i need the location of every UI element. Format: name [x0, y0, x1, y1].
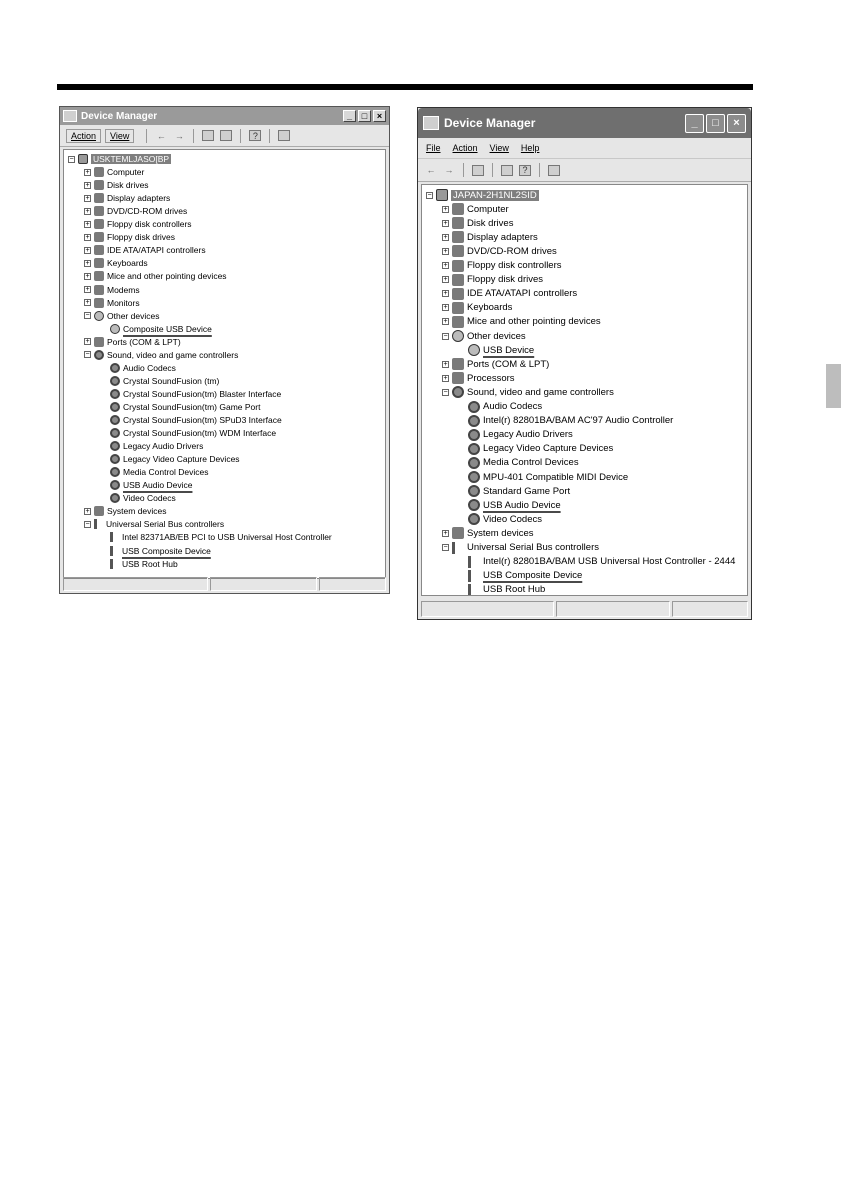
tree-item[interactable] [100, 362, 176, 374]
expand-toggle-icon[interactable]: + [85, 338, 90, 346]
expand-toggle-icon[interactable]: + [85, 507, 90, 515]
sound-icon [468, 499, 480, 511]
expand-toggle-icon[interactable]: + [443, 219, 448, 227]
tree-item-label: Intel(r) 82801BA/BAM USB Universal Host Controller - 2444 [483, 556, 736, 568]
tree-spacer [458, 403, 465, 410]
tree-item[interactable] [100, 453, 240, 465]
toolbar-separator [463, 163, 464, 177]
expand-toggle-icon[interactable]: + [85, 286, 90, 293]
tree-item[interactable] [84, 231, 175, 243]
tree-item-label: Universal Serial Bus controllers [467, 542, 599, 553]
status-bar [63, 577, 386, 591]
tree-item[interactable] [100, 466, 209, 478]
sound-icon [468, 429, 480, 441]
sound-icon [468, 471, 480, 483]
collapse-toggle-icon[interactable]: − [85, 312, 90, 320]
sound-icon [110, 441, 120, 451]
tree-spacer [100, 364, 107, 371]
monitor-icon [94, 298, 104, 308]
tree-item[interactable] [100, 427, 276, 439]
tree-item[interactable] [442, 526, 534, 540]
tree-item-label: Other devices [107, 310, 160, 321]
tree-item-label: Crystal SoundFusion(tm) SPuD3 Interface [123, 415, 282, 425]
sound-icon [468, 443, 480, 455]
mouse-icon [452, 316, 464, 328]
device-manager-window-xp [417, 107, 752, 620]
tree-item-label: Media Control Devices [123, 467, 209, 478]
tree-item[interactable] [84, 205, 187, 217]
tree-item[interactable] [442, 357, 549, 371]
tree-item[interactable] [458, 484, 570, 498]
tree-item-label: Floppy disk controllers [107, 219, 192, 230]
expand-toggle-icon[interactable]: + [443, 374, 448, 382]
tree-spacer [458, 445, 465, 452]
expand-toggle-icon[interactable]: + [443, 529, 448, 537]
tree-item[interactable] [84, 192, 170, 204]
tree-spacer [458, 417, 465, 424]
help-icon[interactable]: ? [519, 165, 531, 176]
tree-item-label: Keyboards [467, 302, 513, 314]
expand-toggle-icon[interactable]: + [443, 304, 448, 312]
tree-item[interactable] [100, 440, 203, 452]
toolbar-separator [269, 129, 270, 143]
tree-root-label: JAPAN-2H1NL2SID [453, 189, 537, 201]
sound-icon [110, 376, 120, 386]
tree-spacer [100, 469, 107, 476]
expand-toggle-icon[interactable]: + [85, 194, 90, 202]
tree-item-label: Video Codecs [483, 513, 542, 525]
sound-icon [468, 415, 480, 427]
collapse-toggle-icon[interactable]: − [427, 191, 432, 199]
tree-spacer [100, 390, 107, 397]
tree-item[interactable] [458, 583, 545, 596]
title-bar[interactable] [418, 108, 751, 138]
sound-icon [110, 402, 120, 412]
ide-controller-icon [452, 288, 464, 300]
status-cell [210, 577, 317, 591]
menu-file[interactable]: File [426, 143, 441, 153]
display-adapter-icon [452, 231, 464, 243]
minimize-button[interactable]: _ [685, 114, 704, 133]
tree-spacer [100, 377, 107, 384]
keyboard-icon [452, 302, 464, 314]
tree-item[interactable] [442, 385, 614, 399]
computer-icon [94, 167, 104, 177]
tree-item[interactable] [442, 273, 543, 287]
device-tree[interactable] [421, 184, 748, 596]
tree-root[interactable] [426, 188, 539, 202]
menu-bar [418, 138, 751, 158]
tree-item-label: Computer [107, 167, 145, 178]
unknown-device-icon [468, 344, 480, 356]
expand-toggle-icon[interactable]: + [85, 233, 90, 241]
expand-toggle-icon[interactable]: + [85, 259, 90, 267]
expand-toggle-icon[interactable]: + [443, 205, 448, 213]
forward-arrow-icon[interactable]: → [174, 130, 184, 141]
expand-toggle-icon[interactable]: + [443, 290, 448, 298]
tree-item[interactable] [458, 414, 673, 428]
tree-spacer [100, 403, 107, 410]
tree-item-label: Audio Codecs [483, 401, 543, 412]
tree-spacer [100, 325, 107, 332]
side-tab [826, 364, 841, 408]
sound-icon [110, 363, 120, 373]
computer-icon [436, 189, 448, 201]
tree-spacer [458, 431, 465, 438]
tree-item-label: Crystal SoundFusion(tm) WDM Interface [123, 428, 277, 439]
device-tree[interactable] [63, 149, 386, 579]
floppy-drive-icon [94, 232, 104, 242]
processor-icon [452, 372, 464, 384]
tree-item[interactable] [84, 179, 149, 191]
help-icon[interactable]: ? [249, 130, 261, 141]
collapse-toggle-icon[interactable]: − [443, 544, 448, 551]
tree-item-label: USB Root Hub [122, 558, 178, 569]
sound-icon [452, 386, 464, 398]
expand-toggle-icon[interactable]: + [443, 233, 448, 241]
status-cell [672, 601, 748, 617]
tree-item-label: System devices [107, 506, 167, 517]
floppy-controller-icon [452, 260, 464, 272]
expand-toggle-icon[interactable]: + [85, 168, 90, 176]
tree-item[interactable] [458, 343, 534, 357]
maximize-button[interactable]: □ [706, 114, 725, 133]
tree-item[interactable] [442, 541, 599, 555]
tree-item-label: Floppy disk controllers [467, 260, 562, 271]
tree-item-label: USB Audio Device [123, 480, 193, 491]
tree-item[interactable] [84, 336, 181, 348]
tree-item-label: Other devices [467, 330, 526, 342]
usb-icon [110, 532, 119, 542]
expand-toggle-icon[interactable]: + [443, 360, 448, 368]
tree-item-label: DVD/CD-ROM drives [107, 206, 188, 217]
sound-icon [110, 389, 120, 399]
expand-toggle-icon[interactable]: + [85, 272, 90, 280]
tree-item-label: Modems [107, 284, 140, 295]
tree-item-label: Sound, video and game controllers [107, 349, 239, 360]
sound-icon [110, 415, 120, 425]
tree-item[interactable] [458, 400, 542, 414]
tree-item[interactable] [458, 498, 561, 512]
port-icon [94, 337, 104, 347]
display-adapter-icon [94, 193, 104, 203]
expand-toggle-icon[interactable]: + [443, 262, 448, 269]
ide-controller-icon [94, 245, 104, 255]
tree-item[interactable] [442, 329, 526, 343]
tree-item-label: Processors [467, 372, 515, 384]
menu-action[interactable]: Action [452, 143, 478, 153]
sound-icon [110, 428, 120, 438]
sound-icon [468, 485, 480, 497]
port-icon [452, 358, 464, 370]
tree-item[interactable] [458, 569, 582, 583]
sound-icon [110, 467, 120, 477]
tree-item[interactable] [84, 518, 224, 530]
scan-hardware-icon[interactable] [278, 130, 290, 141]
expand-toggle-icon[interactable]: + [85, 220, 90, 228]
sound-icon [468, 457, 480, 469]
tree-root-label: USKTEMLJASO[BP [93, 154, 170, 164]
tree-item-label: Crystal SoundFusion(tm) Blaster Interface [123, 388, 282, 399]
tree-item-label: DVD/CD-ROM drives [467, 245, 557, 257]
tree-item[interactable] [84, 284, 140, 296]
expand-toggle-icon[interactable]: + [85, 246, 90, 254]
tree-spacer [458, 347, 465, 354]
tree-spacer [458, 502, 465, 509]
tree-item-label: Legacy Video Capture Devices [483, 443, 614, 455]
computer-icon [452, 203, 464, 215]
tree-item[interactable] [442, 230, 538, 244]
sound-icon [110, 493, 120, 503]
forward-arrow-icon[interactable]: → [444, 165, 454, 175]
tree-item-label: IDE ATA/ATAPI controllers [107, 245, 206, 256]
usb-icon [110, 546, 119, 556]
usb-icon [468, 556, 480, 568]
collapse-toggle-icon[interactable]: − [85, 351, 90, 359]
toolbar-separator [240, 129, 241, 143]
menu-help[interactable]: Help [520, 143, 540, 153]
status-bar [421, 601, 748, 617]
expand-toggle-icon[interactable]: + [85, 299, 90, 307]
back-arrow-icon[interactable]: ← [426, 165, 436, 175]
tree-item[interactable] [442, 259, 562, 273]
tree-item-label: IDE ATA/ATAPI controllers [467, 288, 578, 300]
tree-item[interactable] [100, 558, 178, 570]
tree-item-label: Standard Game Port [483, 485, 571, 497]
tree-item[interactable] [442, 301, 512, 315]
tree-item-label: Audio Codecs [123, 362, 176, 373]
tree-item-label: Monitors [107, 297, 140, 308]
menu-bar [60, 125, 389, 147]
tree-item-label: Display adapters [107, 193, 171, 204]
expand-toggle-icon[interactable]: + [85, 181, 90, 189]
keyboard-icon [94, 258, 104, 268]
tree-item[interactable] [100, 414, 282, 426]
tree-item[interactable] [442, 216, 513, 230]
tree-spacer [458, 516, 465, 523]
tree-spacer [100, 560, 107, 567]
toolbar [418, 158, 751, 182]
tree-item[interactable] [84, 349, 238, 361]
tree-item[interactable] [100, 492, 176, 504]
top-rule [57, 84, 753, 90]
tree-item-label: Legacy Audio Drivers [123, 441, 204, 452]
toolbar-separator [492, 163, 493, 177]
dvd-drive-icon [452, 245, 464, 257]
tree-item[interactable] [458, 456, 579, 470]
tree-spacer [100, 547, 107, 554]
toolbar-separator [193, 129, 194, 143]
tree-item[interactable] [100, 388, 281, 400]
floppy-drive-icon [452, 274, 464, 286]
menu-view[interactable]: View [489, 143, 509, 153]
tree-item-label: Sound, video and game controllers [467, 386, 614, 398]
disk-drive-icon [452, 217, 464, 229]
tree-spacer [458, 488, 465, 495]
device-manager-window-2000 [59, 106, 390, 594]
tree-spacer [458, 474, 465, 481]
usb-icon [452, 542, 464, 554]
tree-item-label: Ports (COM & LPT) [107, 336, 181, 347]
minimize-button[interactable]: _ [343, 110, 356, 122]
tree-spacer [100, 456, 107, 463]
sound-icon [94, 350, 104, 360]
tree-item[interactable] [84, 244, 206, 256]
tree-item-label: Video Codecs [123, 493, 176, 504]
tree-item[interactable] [458, 470, 628, 484]
tree-item-label: USB Audio Device [483, 499, 561, 511]
window-title: Device Manager [444, 116, 536, 130]
mouse-icon [94, 271, 104, 281]
window-title: Device Manager [81, 110, 158, 122]
tree-item-label: Computer [467, 203, 509, 215]
tree-spacer [100, 443, 107, 450]
tree-item[interactable] [84, 270, 227, 282]
system-device-icon [94, 506, 104, 516]
expand-toggle-icon[interactable]: + [443, 318, 448, 326]
tree-spacer [100, 495, 107, 502]
tree-item-label: Keyboards [107, 258, 148, 269]
dvd-drive-icon [94, 206, 104, 216]
tree-item-label: Composite USB Device [123, 323, 212, 334]
tree-item-label: Intel 82371AB/EB PCI to USB Universal Host Controller [122, 532, 332, 543]
tree-item-label: Crystal SoundFusion (tm) [123, 375, 220, 386]
tree-item[interactable] [442, 371, 515, 385]
tree-item-label: Legacy Audio Drivers [483, 429, 573, 441]
tree-item[interactable] [84, 297, 140, 309]
usb-icon [94, 519, 103, 529]
maximize-button[interactable]: □ [358, 110, 371, 122]
tree-item-label: Mice and other pointing devices [107, 271, 227, 282]
tree-item[interactable] [100, 545, 211, 557]
computer-icon [78, 154, 88, 164]
tree-root[interactable] [68, 153, 171, 165]
tree-item[interactable] [442, 287, 577, 301]
show-hide-tree-icon[interactable] [220, 130, 232, 141]
tree-spacer [458, 558, 465, 565]
menu-view[interactable]: View [105, 129, 134, 143]
tree-item-label: System devices [467, 527, 534, 539]
tree-item-label: USB Composite Device [122, 545, 211, 556]
unknown-device-icon [110, 324, 120, 334]
collapse-toggle-icon[interactable]: − [69, 155, 74, 163]
tree-item[interactable] [458, 512, 542, 526]
tree-item-label: Media Control Devices [483, 457, 579, 469]
status-cell [63, 577, 208, 591]
tree-spacer [100, 482, 107, 489]
sound-icon [110, 480, 120, 490]
expand-toggle-icon[interactable]: + [85, 207, 90, 215]
tree-item[interactable] [100, 323, 212, 335]
tree-item-label: USB Device [483, 344, 535, 356]
usb-icon [468, 570, 480, 582]
unknown-device-icon [94, 311, 104, 321]
device-manager-icon [423, 116, 439, 130]
back-arrow-icon[interactable]: ← [156, 130, 166, 141]
tree-item-label: USB Root Hub [483, 584, 546, 596]
tree-item-label: MPU-401 Compatible MIDI Device [483, 471, 629, 483]
tree-item[interactable] [84, 310, 159, 322]
show-hide-tree-icon[interactable] [472, 165, 484, 176]
collapse-toggle-icon[interactable]: − [443, 388, 448, 396]
expand-toggle-icon[interactable]: + [443, 276, 448, 284]
close-button[interactable]: × [373, 110, 386, 122]
tree-item[interactable] [442, 202, 509, 216]
title-bar[interactable] [60, 107, 389, 125]
tree-item[interactable] [442, 244, 557, 258]
expand-toggle-icon[interactable]: + [443, 247, 448, 255]
device-manager-icon [63, 110, 77, 122]
toolbar-separator [539, 163, 540, 177]
collapse-toggle-icon[interactable]: − [85, 520, 90, 528]
tree-item-label: Ports (COM & LPT) [467, 358, 550, 370]
properties-icon[interactable] [202, 130, 214, 141]
menu-action[interactable]: Action [66, 129, 101, 143]
collapse-toggle-icon[interactable]: − [443, 332, 448, 340]
modem-icon [94, 285, 104, 295]
tree-item[interactable] [458, 555, 735, 569]
tree-item-label: Universal Serial Bus controllers [106, 519, 225, 530]
floppy-controller-icon [94, 219, 104, 229]
status-cell [421, 601, 554, 617]
tree-item-label: Floppy disk drives [467, 274, 544, 286]
sound-icon [468, 513, 480, 525]
tree-item-label: Mice and other pointing devices [467, 316, 601, 328]
tree-item-label: Disk drives [467, 217, 514, 229]
usb-icon [110, 559, 119, 569]
tree-item-label: Display adapters [467, 231, 538, 243]
tree-item-label: Intel(r) 82801BA/BAM AC'97 Audio Controller [483, 415, 674, 427]
tree-item-label: Crystal SoundFusion(tm) Game Port [123, 401, 261, 412]
tree-spacer [458, 572, 465, 579]
print-icon[interactable] [501, 165, 513, 176]
sound-icon [468, 401, 480, 413]
tree-item-label: USB Composite Device [483, 570, 583, 582]
tree-spacer [458, 586, 465, 593]
sound-icon [110, 454, 120, 464]
disk-drive-icon [94, 180, 104, 190]
unknown-device-icon [452, 330, 464, 342]
tree-item-label: Disk drives [107, 180, 149, 191]
tree-item[interactable] [84, 257, 148, 269]
close-button[interactable]: × [727, 114, 746, 133]
tree-item[interactable] [84, 218, 192, 230]
tree-item[interactable] [458, 442, 613, 456]
tree-item-label: Floppy disk drives [107, 232, 176, 243]
tree-spacer [458, 459, 465, 466]
status-cell [319, 577, 386, 591]
tree-item[interactable] [100, 375, 219, 387]
tree-item[interactable] [84, 505, 167, 517]
tree-item[interactable] [84, 166, 144, 178]
system-device-icon [452, 527, 464, 539]
tree-item-label: Legacy Video Capture Devices [123, 454, 240, 465]
toolbar-separator [146, 129, 147, 143]
tree-item[interactable] [100, 401, 260, 413]
tree-spacer [100, 534, 107, 541]
tree-item[interactable] [100, 531, 332, 543]
status-cell [556, 601, 670, 617]
tree-spacer [100, 430, 107, 437]
usb-icon [468, 584, 480, 596]
tree-spacer [100, 417, 107, 424]
tree-item[interactable] [100, 479, 192, 491]
tree-item[interactable] [458, 428, 573, 442]
scan-hardware-icon[interactable] [548, 165, 560, 176]
tree-item[interactable] [442, 315, 601, 329]
